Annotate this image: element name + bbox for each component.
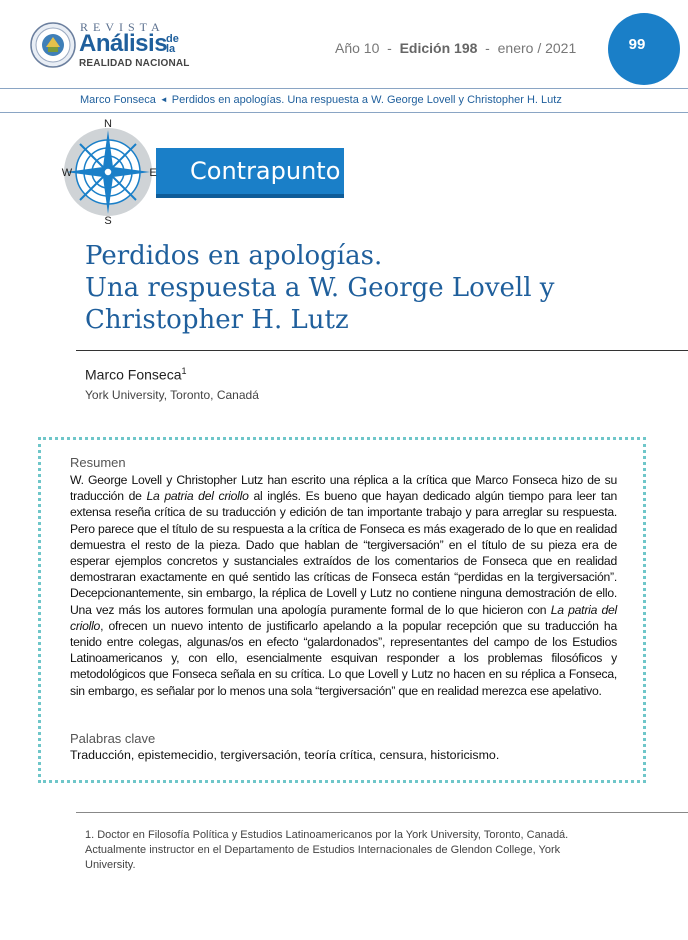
- compass-s: S: [104, 215, 112, 226]
- abstract-body: [70, 472, 617, 699]
- abstract-work-title-1: La patria del criollo: [146, 489, 249, 504]
- logo-la: la: [166, 43, 176, 55]
- article-title: [85, 240, 665, 336]
- author-footnote-marker: 1: [181, 366, 187, 376]
- keywords-heading: Palabras clave: [70, 731, 156, 746]
- title-line-1: Perdidos en apologías.: [85, 241, 383, 271]
- title-line-2: Una respuesta a W. George Lovell y: [85, 273, 555, 303]
- running-head: [80, 94, 562, 106]
- author-affiliation: York University, Toronto, Canadá: [85, 388, 259, 402]
- issue-suffix: - enero / 2021: [477, 40, 577, 56]
- compass-w: W: [61, 167, 73, 179]
- header-divider: [0, 88, 688, 89]
- logo-analisis: Análisis: [79, 30, 168, 57]
- title-line-3: Christopher H. Lutz: [85, 305, 349, 335]
- section-label: Contrapunto: [190, 157, 341, 185]
- logo-revista: REVISTA: [80, 20, 165, 34]
- running-head-title: Perdidos en apologías. Una respuesta a W. George Lovell y Christopher H. Lutz: [171, 94, 562, 106]
- author-text: Marco Fonseca: [85, 366, 182, 383]
- university-seal-icon: [30, 22, 76, 68]
- logo-de: de: [166, 33, 179, 45]
- footnote-divider: [76, 812, 688, 813]
- logo-realidad-nacional: REALIDAD NACIONAL: [79, 58, 190, 69]
- triangle-left-icon: ◄: [159, 95, 168, 104]
- compass-n: N: [104, 118, 112, 130]
- abstract-part-2: al inglés. Es bueno que hayan dedicado algún tiempo para leer tan extensa reseña crítica de su traducción y edición de tan importante trabajo y para arreglar su respuesta. Pero parece que el título de su respuesta a la crítica de Fonseca es más exagerado de lo que en realidad demuestra el resto de la pieza. Dado que hablan de “tergiversación” en el título de su pieza era de esperar ejemplos concretos y sustanciales extraídos de los comentarios de Fonseca que en realidad demostraran exactamente en qué sentido las críticas de Fonseca están “perdidas en la tergiversación”. Decepcionantemente, sin embargo, la réplica de Lovell y Lutz no contiene ninguna demostración de ello. Una vez más los autores formulan una apología puramente formal de lo que hicieron con: [70, 489, 618, 617]
- running-head-author: Marco Fonseca: [80, 94, 156, 106]
- title-divider: [76, 350, 688, 351]
- abstract-part-3: , ofrecen un nuevo intento de justificarlo apelando a la popular recepción que su traducción ha tenido entre colegas, algunas/os en efecto “galardonados”, representantes del campo de los Estudios Latinoamericanos y, con ello, esencialmente esquivan responder a los problemas filosóficos y metodológicos que Fonseca señala en su crítica. Lo que Lovell y Lutz no hacen en su réplica a Fonseca, sin embargo, es señalar por lo menos una sola “tergiversación” que en realidad merezca ese apelativo.: [70, 618, 617, 698]
- issue-edition: Edición 198: [399, 40, 478, 56]
- keywords-list: Traducción, epistemecidio, tergiversación, teoría crítica, censura, historicismo.: [70, 748, 500, 762]
- footnote: 1. Doctor en Filosofía Política y Estudios Latinoamericanos por la York University, Toronto, Canadá. Actualmente instructor en el Departamento de Estudios Internacionales de Glendon College, York University.: [85, 829, 569, 871]
- page-number: 99: [628, 36, 646, 53]
- compass-e: E: [149, 167, 157, 179]
- author-name: [85, 366, 187, 383]
- logo-de-la: [166, 34, 179, 54]
- issue-info: [335, 40, 576, 56]
- running-head-divider: [0, 112, 688, 113]
- abstract-part-1: W. George Lovell y Christopher Lutz han escrito una réplica a la crítica que Marco Fonseca hizo de su traducción de: [70, 473, 617, 504]
- abstract-heading: Resumen: [70, 455, 126, 470]
- compass-rose-icon: [58, 116, 162, 226]
- abstract-work-title-2: La patria del criollo: [70, 602, 617, 633]
- issue-prefix: Año 10 -: [335, 40, 400, 56]
